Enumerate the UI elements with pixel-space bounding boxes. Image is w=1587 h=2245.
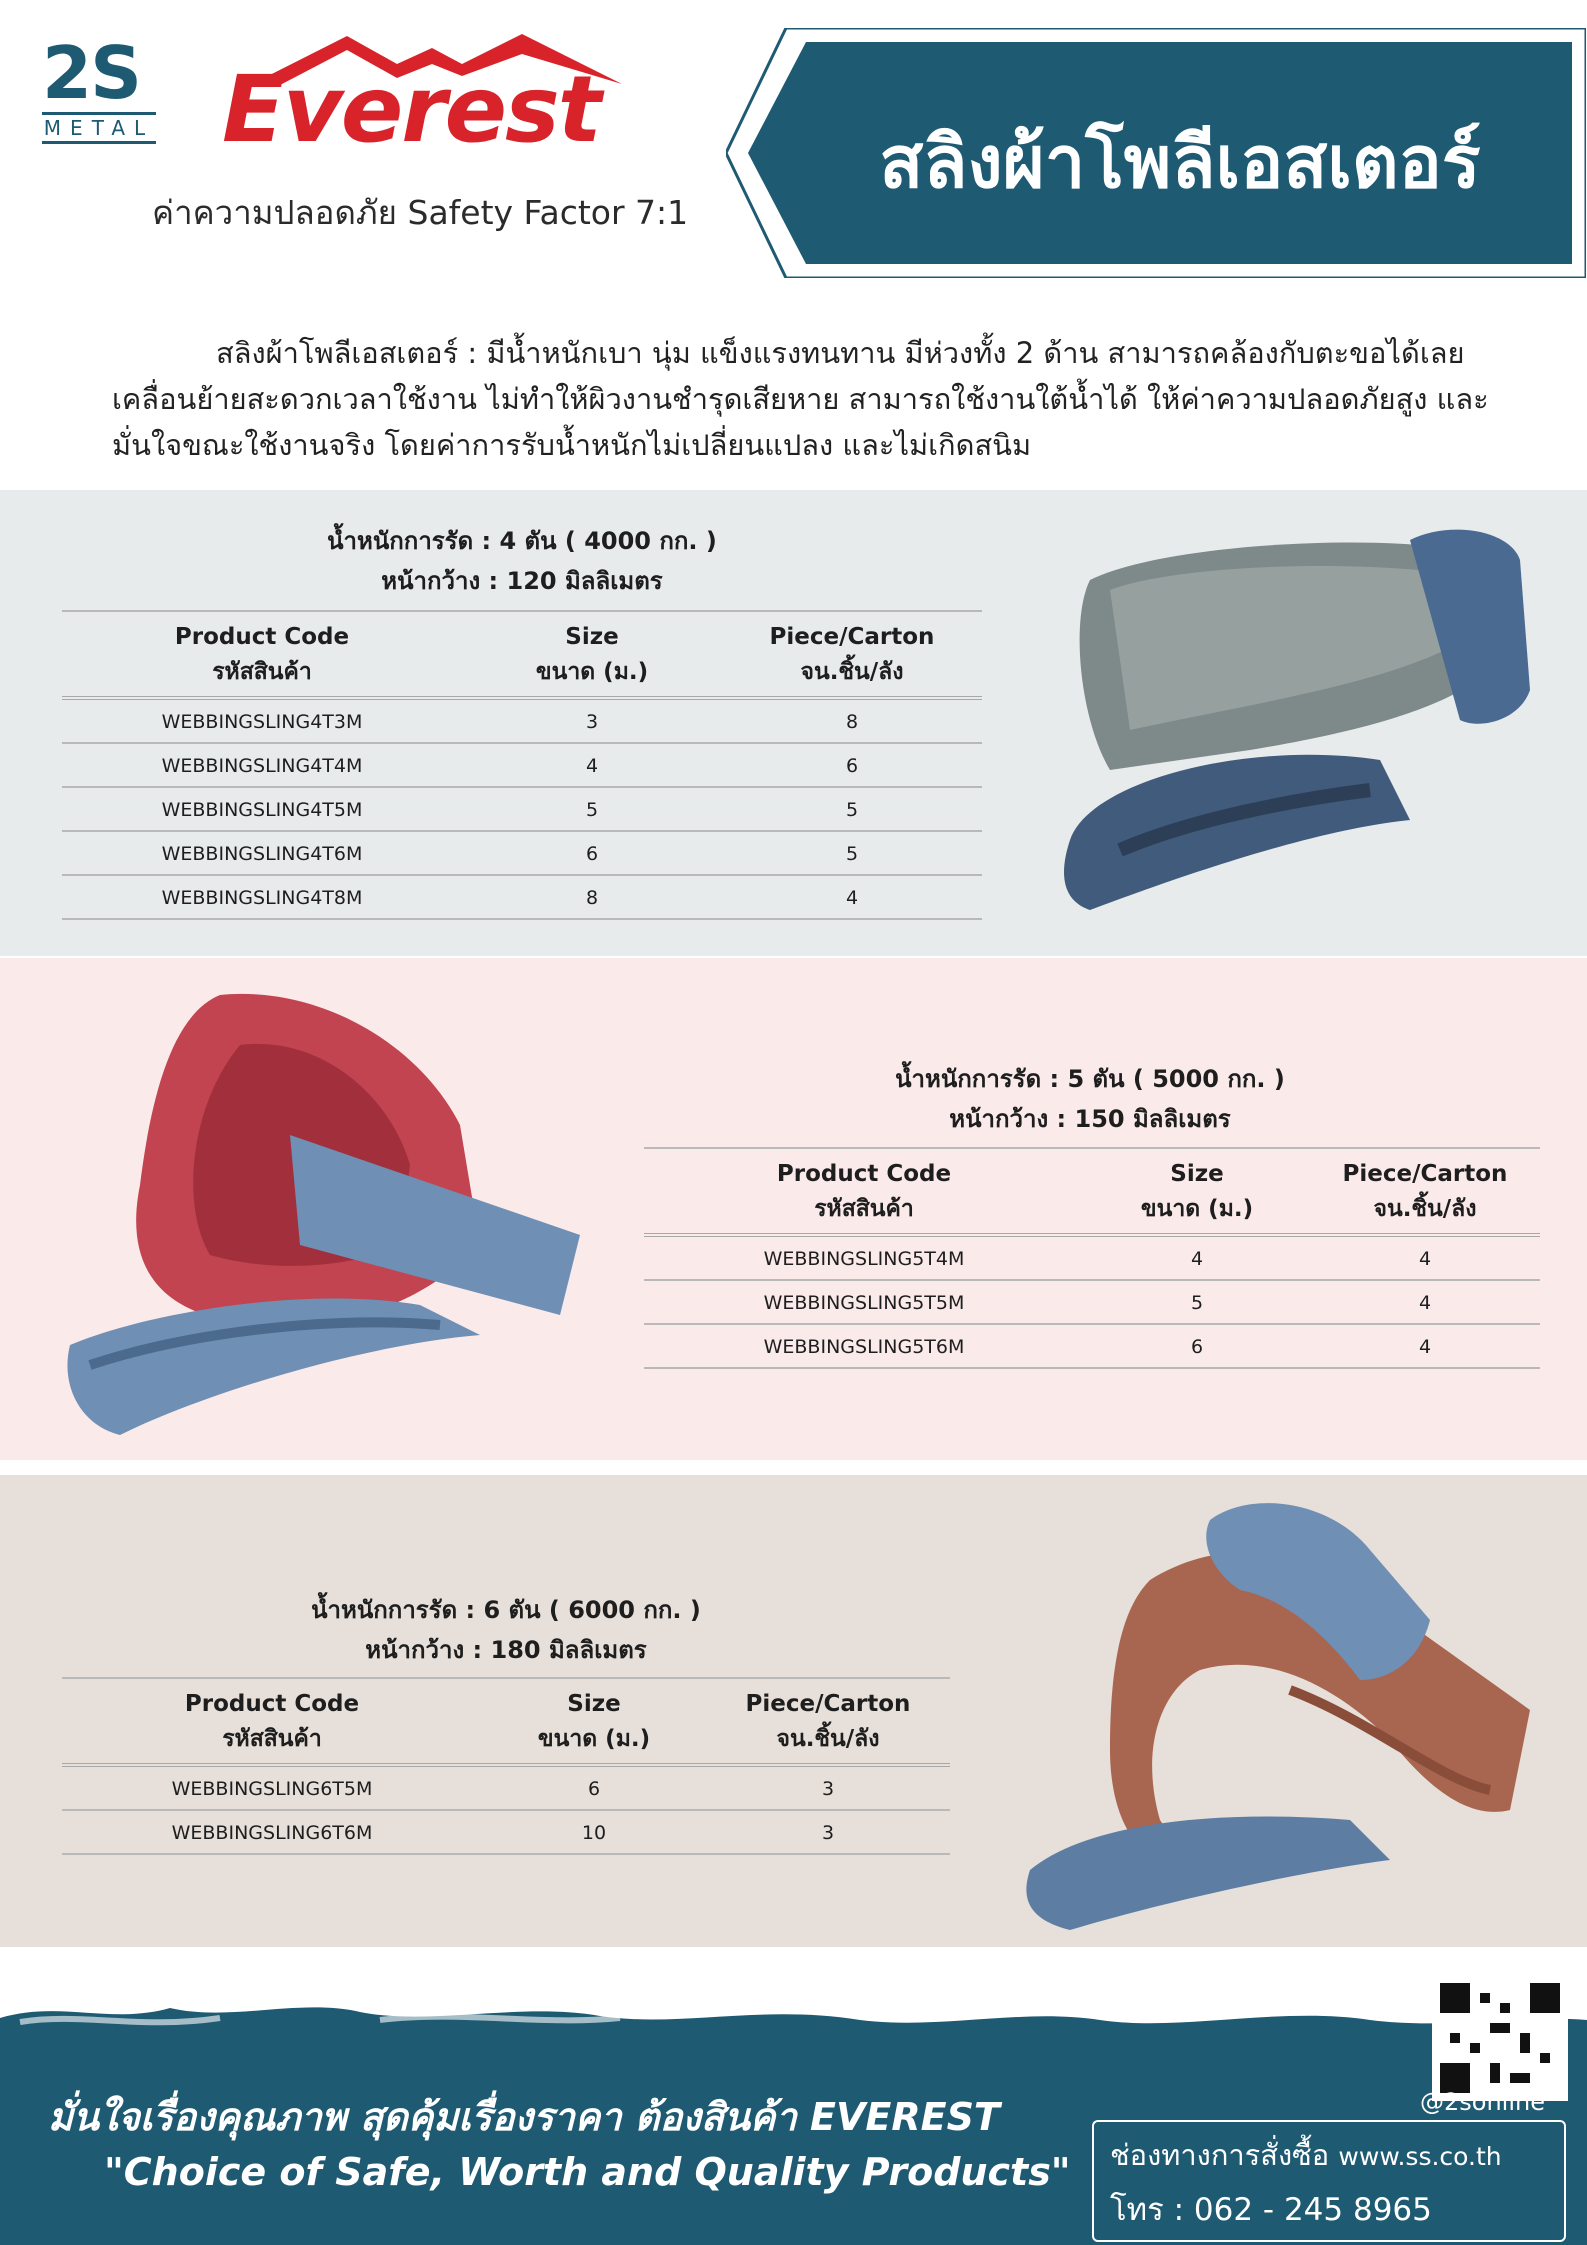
- table-row: [62, 787, 982, 831]
- piece-carton-value: 4: [1310, 1324, 1540, 1368]
- load-capacity: น้ำหนักการรัด : 4 ตัน ( 4000 กก. ): [327, 527, 717, 555]
- table-row: [62, 875, 982, 919]
- phone-number[interactable]: โทร : 062 - 245 8965: [1110, 2192, 1432, 2228]
- qr-code[interactable]: [1432, 1975, 1568, 2101]
- sling-image-brown: [1010, 1490, 1530, 1930]
- table-row: [62, 743, 982, 787]
- piece-carton-value: 3: [706, 1765, 950, 1810]
- column-piece-carton: Piece/Carton จน.ชิ้น/ลัง: [1310, 1148, 1540, 1235]
- size-value: 6: [1084, 1324, 1310, 1368]
- column-product-code: Product Code รหัสสินค้า: [62, 1678, 482, 1765]
- product-code: WEBBINGSLING4T8M: [62, 875, 462, 919]
- logo-2s-text: 2S: [42, 31, 140, 115]
- intro-line-1: สลิงผ้าโพลีเอสเตอร์ : มีน้ำหนักเบา นุ่ม แข็งแรงทนทาน มีห่วงทั้ง 2 ด้าน สามารถคล้องกับตะขอได้เลย: [216, 336, 1465, 370]
- safety-factor-text: ค่าความปลอดภัย Safety Factor 7:1: [152, 193, 689, 232]
- piece-carton-value: 6: [722, 743, 982, 787]
- sling-width: หน้ากว้าง : 120 มิลลิเมตร: [381, 567, 663, 595]
- table-row: [62, 1810, 950, 1854]
- column-product-code: Product Code รหัสสินค้า: [644, 1148, 1084, 1235]
- table-header-row: [62, 1678, 950, 1765]
- column-piece-carton: Piece/Carton จน.ชิ้น/ลัง: [722, 611, 982, 698]
- product-code: WEBBINGSLING4T5M: [62, 787, 462, 831]
- product-code: WEBBINGSLING4T6M: [62, 831, 462, 875]
- section-5-ton-caption: [640, 1059, 1540, 1139]
- product-code: WEBBINGSLING4T4M: [62, 743, 462, 787]
- sling-width: หน้ากว้าง : 180 มิลลิเมตร: [365, 1636, 647, 1664]
- product-code: WEBBINGSLING5T5M: [644, 1280, 1084, 1324]
- table-row: [62, 698, 982, 743]
- size-value: 10: [482, 1810, 706, 1854]
- column-size: Size ขนาด (ม.): [462, 611, 722, 698]
- everest-logo: Everest: [222, 56, 600, 163]
- table-row: [62, 1765, 950, 1810]
- product-code: WEBBINGSLING5T6M: [644, 1324, 1084, 1368]
- table-row: [644, 1235, 1540, 1280]
- column-product-code: Product Code รหัสสินค้า: [62, 611, 462, 698]
- intro-line-2: เคลื่อนย้ายสะดวกเวลาใช้งาน ไม่ทำให้ผิวงานชำรุดเสียหาย สามารถใช้งานใต้น้ำได้ ให้ค่าความปลอดภัยสูง และ: [112, 382, 1489, 416]
- piece-carton-value: 4: [1310, 1280, 1540, 1324]
- column-size: Size ขนาด (ม.): [482, 1678, 706, 1765]
- load-capacity: น้ำหนักการรัด : 6 ตัน ( 6000 กก. ): [311, 1596, 701, 1624]
- product-code: WEBBINGSLING6T6M: [62, 1810, 482, 1854]
- slogan-thai: มั่นใจเรื่องคุณภาพ สุดคุ้มเรื่องราคา ต้องสินค้า EVEREST: [48, 2095, 1000, 2139]
- sling-width: หน้ากว้าง : 150 มิลลิเมตร: [949, 1105, 1231, 1133]
- slogan-english: "Choice of Safe, Worth and Quality Products": [104, 2150, 1071, 2194]
- section-4-ton-caption: [62, 521, 982, 601]
- spec-table-6-ton: [62, 1677, 950, 1855]
- section-6-ton-caption: [62, 1590, 950, 1670]
- order-channel-line: [1110, 2132, 1502, 2178]
- order-channel-label: ช่องทางการสั่งซื้อ: [1110, 2138, 1330, 2172]
- qr-code-icon: [1440, 1983, 1560, 2093]
- social-handle[interactable]: @2sonline: [1420, 2088, 1545, 2116]
- spec-table-4-ton: [62, 610, 982, 920]
- intro-line-3: มั่นใจขณะใช้งานจริง โดยค่าการรับน้ำหนักไม่เปลี่ยนแปลง และไม่เกิดสนิม: [112, 428, 1032, 462]
- size-value: 6: [462, 831, 722, 875]
- table-header-row: [62, 611, 982, 698]
- column-size: Size ขนาด (ม.): [1084, 1148, 1310, 1235]
- intro-paragraph: [112, 330, 1492, 468]
- size-value: 4: [462, 743, 722, 787]
- page-title: สลิงผ้าโพลีเอสเตอร์: [879, 120, 1481, 204]
- size-value: 5: [1084, 1280, 1310, 1324]
- sling-image-grey: [1050, 520, 1540, 920]
- product-code: WEBBINGSLING4T3M: [62, 698, 462, 743]
- product-code: WEBBINGSLING5T4M: [644, 1235, 1084, 1280]
- table-header-row: [644, 1148, 1540, 1235]
- logo-metal-text: METAL: [42, 112, 156, 144]
- table-row: [644, 1324, 1540, 1368]
- load-capacity: น้ำหนักการรัด : 5 ตัน ( 5000 กก. ): [895, 1065, 1285, 1093]
- size-value: 4: [1084, 1235, 1310, 1280]
- size-value: 6: [482, 1765, 706, 1810]
- size-value: 8: [462, 875, 722, 919]
- piece-carton-value: 4: [1310, 1235, 1540, 1280]
- product-code: WEBBINGSLING6T5M: [62, 1765, 482, 1810]
- column-piece-carton: Piece/Carton จน.ชิ้น/ลัง: [706, 1678, 950, 1765]
- table-row: [644, 1280, 1540, 1324]
- spec-table-5-ton: [644, 1147, 1540, 1369]
- size-value: 3: [462, 698, 722, 743]
- piece-carton-value: 8: [722, 698, 982, 743]
- piece-carton-value: 3: [706, 1810, 950, 1854]
- logo-2s-metal: [42, 31, 160, 144]
- piece-carton-value: 5: [722, 831, 982, 875]
- website-link[interactable]: www.ss.co.th: [1338, 2142, 1502, 2171]
- sling-image-red: [60, 985, 590, 1445]
- piece-carton-value: 4: [722, 875, 982, 919]
- size-value: 5: [462, 787, 722, 831]
- table-row: [62, 831, 982, 875]
- piece-carton-value: 5: [722, 787, 982, 831]
